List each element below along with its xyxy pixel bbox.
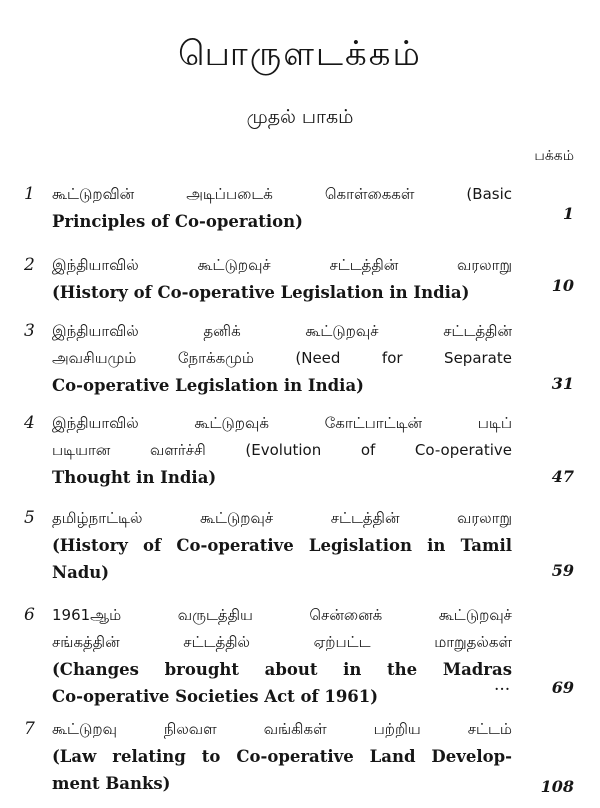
entry-line: ment Banks) <box>52 774 171 793</box>
page-column-heading: பக்கம் <box>534 148 574 164</box>
entry-text <box>52 410 512 491</box>
entry-number: 1 <box>24 184 35 204</box>
entry-page-number: 31 <box>551 374 574 393</box>
leader-dots: ... <box>494 675 511 695</box>
entry-line: தமிழ்நாட்டில் கூட்டுறவுச் சட்டத்தின் வரலாறு <box>52 509 512 527</box>
entry-page-number: 59 <box>551 561 574 580</box>
entry-line: (History of Co-operative Legislation in India) <box>52 283 470 302</box>
entry-line: (Changes brought about in the Madras <box>52 660 512 679</box>
entry-number: 6 <box>24 605 35 625</box>
entry-line: (History of Co-operative Legislation in Tamil <box>52 536 512 555</box>
entry-number: 5 <box>24 508 35 528</box>
entry-line: இந்தியாவில் கூட்டுறவுக் கோட்பாட்டின் படிப் <box>52 414 512 432</box>
entry-number: 3 <box>24 321 35 341</box>
entry-number: 4 <box>24 413 35 433</box>
entry-page-number: 47 <box>551 467 574 486</box>
entry-text <box>52 318 512 399</box>
entry-line: கூட்டுறவின் அடிப்படைக் கொள்கைகள் (Basic <box>52 185 512 203</box>
entry-line: Thought in India) <box>52 468 217 487</box>
entry-line: Principles of Co-operation) <box>52 212 303 231</box>
entry-text <box>52 602 512 710</box>
entry-page-number: 10 <box>551 276 574 295</box>
entry-line: (Law relating to Co-operative Land Develop- <box>52 747 512 766</box>
entry-page-number: 69 <box>551 678 574 697</box>
entry-number: 2 <box>24 255 35 275</box>
entry-line: அவசியமும் நோக்கமும் (Need for Separate <box>52 349 512 367</box>
entry-text <box>52 716 512 797</box>
entry-line: சங்கத்தின் சட்டத்தில் ஏற்பட்ட மாறுதல்கள் <box>52 633 512 651</box>
entry-line: Co-operative Societies Act of 1961) <box>52 687 379 706</box>
entry-text <box>52 505 512 586</box>
page-title: பொருளடக்கம் <box>178 34 422 74</box>
entry-line: Nadu) <box>52 563 110 582</box>
entry-text <box>52 252 512 306</box>
section-heading: முதல் பாகம் <box>246 106 354 128</box>
entry-page-number: 1 <box>562 204 574 223</box>
entry-line: இந்தியாவில் கூட்டுறவுச் சட்டத்தின் வரலாறு <box>52 256 512 274</box>
entry-line: Co-operative Legislation in India) <box>52 376 364 395</box>
entry-number: 7 <box>24 719 35 739</box>
entry-line: 1961ஆம் வருடத்திய சென்னைக் கூட்டுறவுச் <box>52 606 512 624</box>
entry-line: படியான வளர்ச்சி (Evolution of Co-operative <box>52 441 512 459</box>
entry-text <box>52 181 512 235</box>
entry-page-number: 108 <box>540 777 574 796</box>
entry-line: இந்தியாவில் தனிக் கூட்டுறவுச் சட்டத்தின் <box>52 322 512 340</box>
entry-line: கூட்டுறவு நிலவள வங்கிகள் பற்றிய சட்டம் <box>52 720 512 738</box>
